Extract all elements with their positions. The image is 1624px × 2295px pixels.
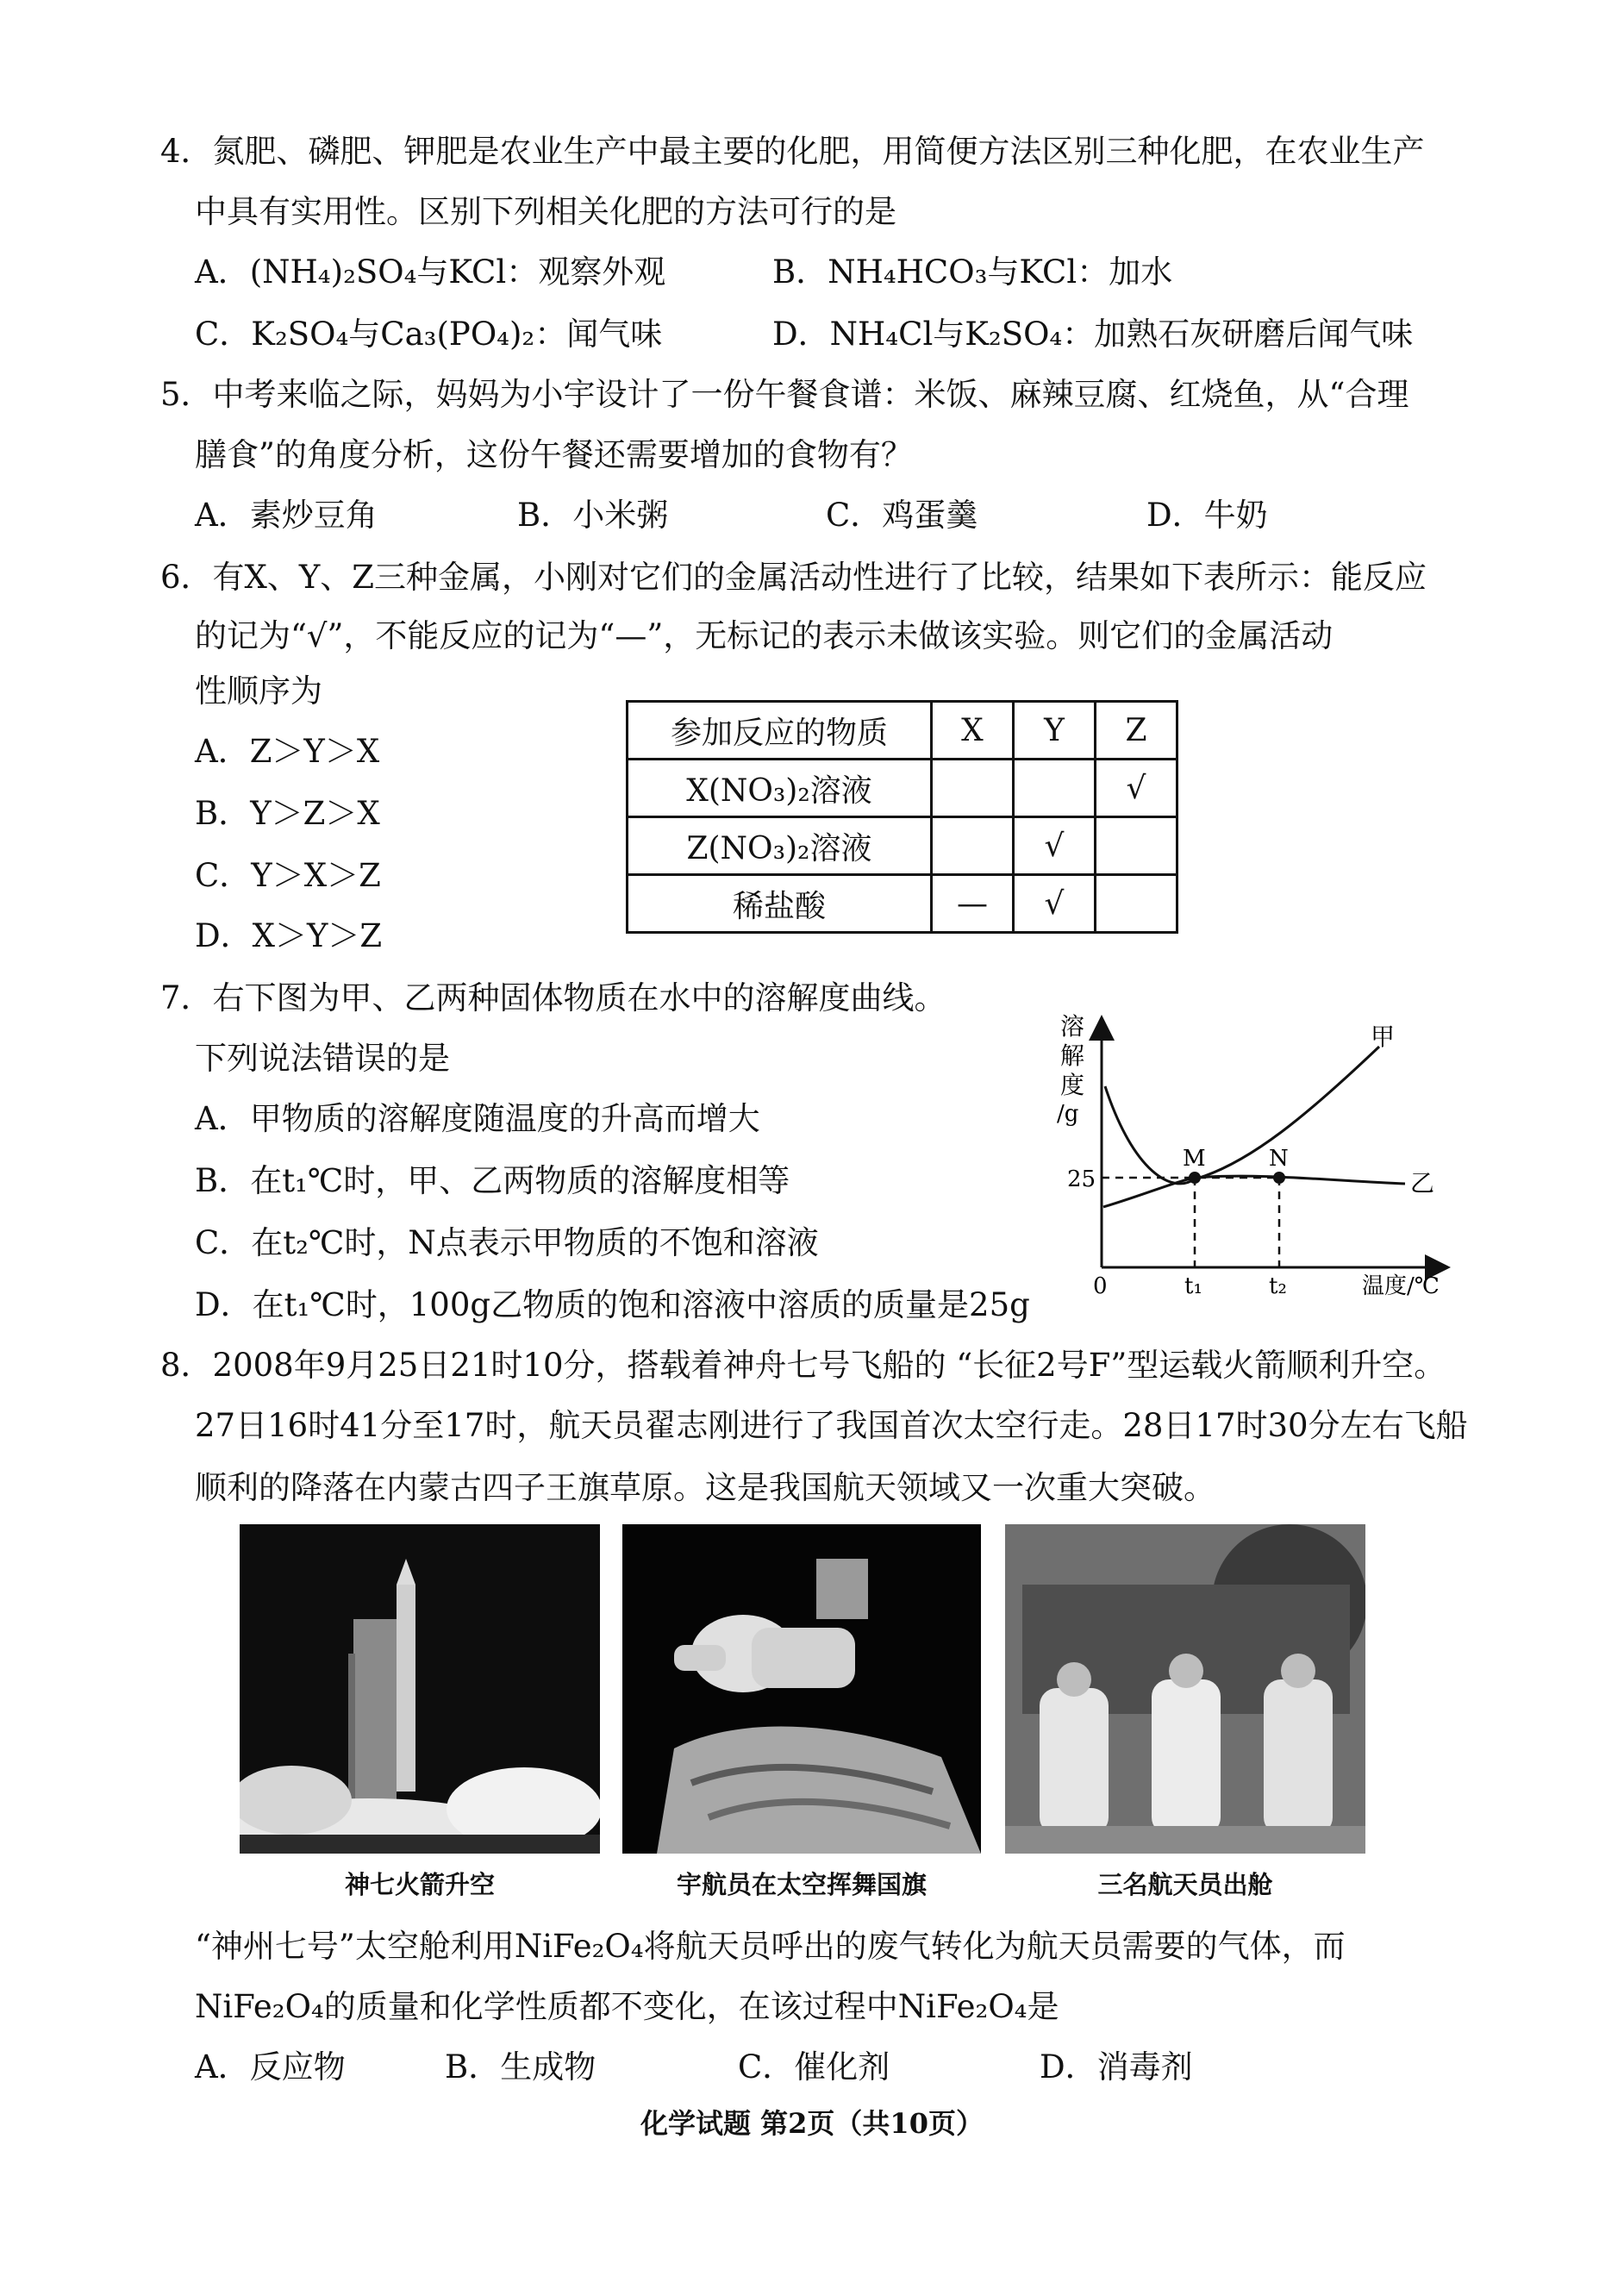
tick-t1: t₁ bbox=[1184, 1273, 1202, 1299]
table-cell: √ bbox=[1096, 760, 1177, 817]
caption-astronauts: 三名航天员出舱 bbox=[1097, 1870, 1273, 1899]
solubility-graph bbox=[1052, 1009, 1483, 1302]
table-cell: 稀盐酸 bbox=[628, 875, 932, 933]
y-label-char: 溶 bbox=[1060, 1012, 1085, 1041]
table-cell bbox=[932, 817, 1014, 875]
y-label-char: /g bbox=[1057, 1101, 1079, 1127]
table-cell bbox=[932, 760, 1014, 817]
q7-option-d: D．在t₁℃时，100g乙物质的饱和溶液中溶质的质量是25g bbox=[195, 1286, 1030, 1323]
curve-jia bbox=[1105, 1047, 1379, 1184]
q8-stem-line2: 27日16时41分至17时，航天员翟志刚进行了我国首次太空行走。28日17时30分左右飞船 bbox=[195, 1407, 1468, 1444]
table-cell: √ bbox=[1014, 875, 1096, 933]
q4-option-b: B．NH₄HCO₃与KCl：加水 bbox=[772, 253, 1173, 291]
q7-stem-line2: 下列说法错误的是 bbox=[195, 1040, 450, 1077]
q5-stem-line1: 5．中考来临之际，妈妈为小宇设计了一份午餐食谱：米饭、麻辣豆腐、红烧鱼，从“合理 bbox=[160, 376, 1409, 413]
q4-stem-line1: 4．氮肥、磷肥、钾肥是农业生产中最主要的化肥，用简便方法区别三种化肥，在农业生产 bbox=[160, 133, 1425, 170]
tick-25: 25 bbox=[1067, 1166, 1096, 1192]
origin-label: 0 bbox=[1093, 1273, 1108, 1299]
q6-stem-line2: 的记为“√”，不能反应的记为“—”，无标记的表示未做该实验。则它们的金属活动 bbox=[195, 617, 1334, 654]
q8-stem-line1: 8．2008年9月25日21时10分，搭载着神舟七号飞船的 “长征2号F”型运载火箭顺利升空。 bbox=[160, 1347, 1446, 1384]
q8-stem-line4: “神州七号”太空舱利用NiFe₂O₄将航天员呼出的废气转化为航天员需要的气体，而 bbox=[195, 1928, 1346, 1965]
y-label-char: 解 bbox=[1060, 1041, 1085, 1070]
label-n: N bbox=[1269, 1146, 1289, 1172]
q7-option-a: A．甲物质的溶解度随温度的升高而增大 bbox=[195, 1100, 760, 1137]
caption-rocket: 神七火箭升空 bbox=[344, 1870, 495, 1899]
q8-option-c: C．催化剂 bbox=[738, 2048, 890, 2086]
q8-stem-line3: 顺利的降落在内蒙古四子王旗草原。这是我国航天领域又一次重大突破。 bbox=[195, 1469, 1215, 1506]
q6-option-b: B．Y＞Z＞X bbox=[195, 795, 380, 832]
y-label-char: 度 bbox=[1060, 1071, 1085, 1099]
q5-option-c: C．鸡蛋羹 bbox=[826, 497, 978, 534]
q4-option-d: D．NH₄Cl与K₂SO₄：加熟石灰研磨后闻气味 bbox=[772, 316, 1414, 353]
q5-stem-line2: 膳食”的角度分析，这份午餐还需要增加的食物有？ bbox=[195, 436, 913, 473]
tick-t2: t₂ bbox=[1269, 1273, 1287, 1299]
spacewalk-photo bbox=[622, 1524, 981, 1854]
table-header-cell: Z bbox=[1096, 702, 1177, 760]
q4-stem-line2: 中具有实用性。区别下列相关化肥的方法可行的是 bbox=[195, 193, 896, 230]
table-cell: X(NO₃)₂溶液 bbox=[628, 760, 932, 817]
point-n bbox=[1273, 1172, 1285, 1184]
label-yi: 乙 bbox=[1410, 1169, 1435, 1198]
table-cell bbox=[1014, 760, 1096, 817]
q5-option-b: B．小米粥 bbox=[517, 497, 669, 534]
q5-option-a: A．素炒豆角 bbox=[195, 497, 378, 534]
point-m bbox=[1189, 1172, 1201, 1184]
q8-stem-line5: NiFe₂O₄的质量和化学性质都不变化，在该过程中NiFe₂O₄是 bbox=[195, 1988, 1059, 2025]
rocket-launch-photo bbox=[240, 1524, 600, 1854]
table-row bbox=[628, 817, 1177, 875]
q7-option-b: B．在t₁℃时，甲、乙两物质的溶解度相等 bbox=[195, 1162, 790, 1199]
label-jia: 甲 bbox=[1371, 1022, 1396, 1051]
page-footer: 化学试题 第2页（共10页） bbox=[640, 2107, 984, 2140]
q8-option-b: B．生成物 bbox=[445, 2048, 597, 2086]
label-m: M bbox=[1183, 1146, 1206, 1172]
q8-option-d: D．消毒剂 bbox=[1040, 2048, 1193, 2086]
q6-option-c: C．Y＞X＞Z bbox=[195, 857, 381, 894]
curve-yi bbox=[1103, 1176, 1405, 1207]
table-header-cell: X bbox=[932, 702, 1014, 760]
table-row bbox=[628, 760, 1177, 817]
reaction-table bbox=[626, 700, 1178, 934]
table-cell: √ bbox=[1014, 817, 1096, 875]
table-row bbox=[628, 875, 1177, 933]
table-cell bbox=[1096, 817, 1177, 875]
q6-option-a: A．Z＞Y＞X bbox=[195, 733, 380, 770]
table-header-row bbox=[628, 702, 1177, 760]
q7-option-c: C．在t₂℃时，N点表示甲物质的不饱和溶液 bbox=[195, 1224, 819, 1261]
q6-option-d: D．X＞Y＞Z bbox=[195, 917, 383, 954]
q4-option-c: C．K₂SO₄与Ca₃(PO₄)₂：闻气味 bbox=[195, 316, 663, 353]
astronauts-exit-photo bbox=[1005, 1524, 1365, 1854]
caption-spacewalk: 宇航员在太空挥舞国旗 bbox=[676, 1870, 927, 1899]
q7-stem-line1: 7．右下图为甲、乙两种固体物质在水中的溶解度曲线。 bbox=[160, 979, 946, 1016]
q5-option-d: D．牛奶 bbox=[1146, 497, 1268, 534]
table-header-cell: 参加反应的物质 bbox=[628, 702, 932, 760]
table-cell: — bbox=[932, 875, 1014, 933]
table-cell bbox=[1096, 875, 1177, 933]
q6-stem-line3: 性顺序为 bbox=[195, 672, 322, 710]
q6-stem-line1: 6．有X、Y、Z三种金属，小刚对它们的金属活动性进行了比较，结果如下表所示：能反应 bbox=[160, 559, 1427, 596]
q4-option-a: A．(NH₄)₂SO₄与KCl：观察外观 bbox=[195, 253, 666, 291]
table-cell: Z(NO₃)₂溶液 bbox=[628, 817, 932, 875]
q8-option-a: A．反应物 bbox=[195, 2048, 346, 2086]
table-header-cell: Y bbox=[1014, 702, 1096, 760]
x-label: 温度/℃ bbox=[1362, 1273, 1440, 1299]
